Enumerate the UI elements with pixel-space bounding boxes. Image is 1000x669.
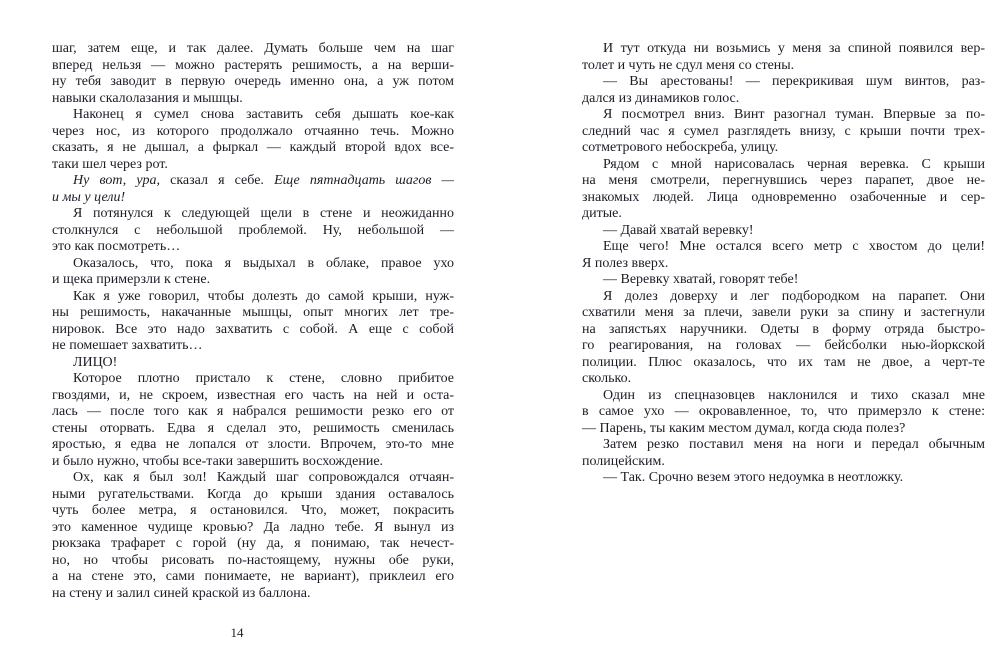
text-line xyxy=(582,355,985,372)
text-segment: Как я уже говорил, чтобы долезть до самой крыши, нуж- xyxy=(73,288,454,304)
text-line xyxy=(582,91,985,108)
text-segment: полиции. Плюс оказалось, что их там не двое, а черт-те xyxy=(582,354,985,370)
paragraph xyxy=(582,223,985,240)
text-line xyxy=(582,289,985,306)
paragraph xyxy=(52,173,454,206)
text-segment: следний час я сумел разглядеть внизу, с крыши почти трех- xyxy=(582,123,985,139)
paragraph xyxy=(52,355,454,372)
text-line xyxy=(582,107,985,124)
text-line xyxy=(582,305,985,322)
text-segment: рюкзака трафарет с горой (ну да, я понимаю, так нечест- xyxy=(52,536,454,551)
text-line xyxy=(52,223,454,240)
text-line xyxy=(52,190,454,207)
text-segment: стены оторвать. Едва я сделал это, решимость сменилась xyxy=(52,420,454,436)
paragraph xyxy=(582,437,985,470)
text-segment: на стену и залил синей краской из баллона. xyxy=(52,585,311,601)
paragraph xyxy=(582,107,985,157)
text-line xyxy=(582,454,985,471)
text-line xyxy=(52,256,454,273)
text-segment: столкнулся с небольшой проблемой. Ну, небольшой — xyxy=(52,222,454,238)
paragraph xyxy=(582,157,985,223)
text-segment: сказал я себе. xyxy=(159,173,275,188)
text-segment: Еще чего! Мне остался всего метр с хвостом до цели! xyxy=(603,239,985,254)
page-right-text-column xyxy=(582,41,985,487)
paragraph xyxy=(582,41,985,74)
text-segment: сколько. xyxy=(582,371,632,386)
text-line xyxy=(582,388,985,405)
text-line xyxy=(582,41,985,58)
text-segment: и было нужно, чтобы все-таки завершить восхождение. xyxy=(52,453,384,469)
text-segment: вперед нельзя — можно растерять решимость, а на верши- xyxy=(52,57,454,73)
text-line xyxy=(52,536,454,553)
paragraph xyxy=(582,239,985,272)
text-line xyxy=(52,289,454,306)
text-line xyxy=(582,322,985,339)
text-segment: Затем резко поставил меня на ноги и передал обычным xyxy=(603,437,985,452)
paragraph xyxy=(582,272,985,289)
text-line xyxy=(582,140,985,157)
text-line xyxy=(52,503,454,520)
text-segment: дался из динамиков голос. xyxy=(582,90,740,106)
text-segment: не помешает захватить… xyxy=(52,338,203,353)
text-segment: Я потянулся к следующей щели в стене и неожиданно xyxy=(73,206,454,221)
italic-text-segment: Еще пятнадцать шагов — xyxy=(274,173,454,188)
text-line xyxy=(582,223,985,240)
text-segment: ну тебя заводит в первую очередь именно она, а уж потом xyxy=(52,74,454,89)
text-line xyxy=(52,586,454,603)
text-segment: Наконец я сумел снова заставить себя дышать кое-как xyxy=(73,107,454,122)
text-line xyxy=(52,553,454,570)
text-segment: Ох, как я был зол! Каждый шаг сопровождался отчаян- xyxy=(73,470,454,485)
text-segment: схватили меня за плечи, завели руки за спину и застегнули xyxy=(582,305,985,320)
text-line xyxy=(582,239,985,256)
text-segment: полицейским. xyxy=(582,453,665,469)
text-line xyxy=(582,173,985,190)
text-line xyxy=(52,470,454,487)
text-line xyxy=(582,404,985,421)
text-segment: ны решимость, накачанные мышцы, опыт многих лет тре- xyxy=(52,305,454,320)
text-line xyxy=(582,371,985,388)
text-segment: сказать, я не дышал, а фыркал — каждый второй вдох все- xyxy=(52,140,454,155)
text-segment: на меня смотрели, перегнувшись через парапет, двое не- xyxy=(582,173,985,188)
text-line xyxy=(52,91,454,108)
text-segment: Один из спецназовцев наклонился и тихо сказал мне xyxy=(603,387,985,403)
text-segment: Я долез доверху и лег подбородком на парапет. Они xyxy=(603,288,985,304)
paragraph xyxy=(52,41,454,107)
text-segment: ЛИЦО! xyxy=(73,354,118,370)
text-segment: яростью, я едва не лопался от злости. Впрочем, это-то мне xyxy=(52,437,454,452)
text-segment: и щека примерзли к стене. xyxy=(52,272,211,287)
text-segment: — Веревку хватай, говорят тебе! xyxy=(603,272,799,287)
paragraph xyxy=(52,107,454,173)
text-line xyxy=(52,487,454,504)
text-segment: Рядом с мной нарисовалась черная веревка. С крыши xyxy=(603,156,985,172)
text-segment: через нос, из которого продолжало отчаянно течь. Можно xyxy=(52,123,454,139)
text-segment: но, но чтобы рисовать по-настоящему, нужны обе руки, xyxy=(52,552,454,568)
text-line xyxy=(52,74,454,91)
text-segment: — Вы арестованы! — перекрикивая шум винтов, раз- xyxy=(603,74,985,89)
text-segment: го реагирования, на головах — бейсболки нью-йоркской xyxy=(582,338,985,353)
text-segment: это как посмотреть… xyxy=(52,239,181,254)
text-line xyxy=(52,206,454,223)
text-line xyxy=(52,520,454,537)
paragraph xyxy=(52,289,454,355)
text-segment: дитые. xyxy=(582,206,622,221)
text-line xyxy=(582,470,985,487)
text-line xyxy=(52,454,454,471)
text-segment: сотметрового небоскреба, улицу. xyxy=(582,140,779,155)
text-segment: гвоздями, и, не скроем, известная его часть на ней и оста- xyxy=(52,387,454,403)
text-line xyxy=(52,305,454,322)
text-segment: — Так. Срочно везем этого недоумка в неотложку. xyxy=(603,470,904,485)
text-segment: знакомых людей. Лица одновременно озабоченные и сер- xyxy=(582,189,985,205)
text-line xyxy=(52,272,454,289)
text-segment: в самое ухо — окровавленное, то, что примерзло к стене: xyxy=(582,404,985,419)
text-line xyxy=(52,140,454,157)
paragraph xyxy=(52,470,454,602)
text-line xyxy=(52,157,454,174)
text-segment: чуть более метра, я остановился. Что, может, покрасить xyxy=(52,503,454,518)
text-line xyxy=(52,421,454,438)
text-segment: ными ругательствами. Когда до крыши здания оставалось xyxy=(52,486,454,502)
text-line xyxy=(582,74,985,91)
text-segment: таки шел через рот. xyxy=(52,156,168,172)
text-segment: нировок. Все это надо захватить с собой. А еще с собой xyxy=(52,321,454,337)
text-line xyxy=(52,173,454,190)
text-segment: Я полез вверх. xyxy=(582,255,669,271)
paragraph xyxy=(52,206,454,256)
text-line xyxy=(582,256,985,273)
text-line xyxy=(52,41,454,58)
text-line xyxy=(52,437,454,454)
text-segment: — Давай хватай веревку! xyxy=(603,222,754,238)
italic-text-segment: и мы у цели! xyxy=(52,189,126,205)
text-line xyxy=(582,437,985,454)
text-line xyxy=(52,338,454,355)
text-segment: И тут откуда ни возьмись у меня за спиной появился вер- xyxy=(603,41,985,56)
text-line xyxy=(52,371,454,388)
paragraph xyxy=(582,470,985,487)
text-line xyxy=(582,206,985,223)
paragraph xyxy=(582,74,985,107)
text-segment: Я посмотрел вниз. Винт разогнал туман. Впервые за по- xyxy=(603,107,985,122)
paragraph xyxy=(52,371,454,470)
text-line xyxy=(582,124,985,141)
text-line xyxy=(582,190,985,207)
text-segment: а на стене это, сами понимаете, не вариант), приклеил его xyxy=(52,569,454,584)
text-line xyxy=(582,157,985,174)
text-line xyxy=(582,272,985,289)
text-segment: толет и чуть не сдул меня со стены. xyxy=(582,57,795,73)
text-segment: на запястьях наручники. Одеты в форму отряда быстро- xyxy=(582,321,985,337)
text-line xyxy=(52,404,454,421)
text-line xyxy=(52,58,454,75)
text-line xyxy=(52,124,454,141)
text-line xyxy=(582,421,985,438)
page-left-text-column xyxy=(52,41,454,602)
text-segment: шаг, затем еще, и так далее. Думать больше чем на шаг xyxy=(52,41,454,56)
text-line xyxy=(52,322,454,339)
text-line xyxy=(52,388,454,405)
paragraph xyxy=(582,289,985,388)
text-line xyxy=(582,58,985,75)
text-segment: Которое плотно пристало к стене, словно прибитое xyxy=(73,371,454,386)
text-line xyxy=(52,107,454,124)
text-line xyxy=(52,569,454,586)
page-number: 14 xyxy=(230,625,244,640)
text-line xyxy=(52,355,454,372)
text-segment: — Парень, ты каким местом думал, когда сюда полез? xyxy=(582,420,906,436)
italic-text-segment: Ну вот, ура, xyxy=(73,173,160,188)
text-segment: навыки скалолазания и мышцы. xyxy=(52,90,243,106)
paragraph xyxy=(582,388,985,438)
text-line xyxy=(52,239,454,256)
text-segment: это каменное чудище кровью? Да ладно тебе. Я вынул из xyxy=(52,519,454,535)
text-segment: Оказалось, что, пока я выдыхал в облаке, правое ухо xyxy=(73,255,454,271)
text-line xyxy=(582,338,985,355)
text-segment: лась — после того как я набрался решимости резко его от xyxy=(52,404,454,419)
paragraph xyxy=(52,256,454,289)
